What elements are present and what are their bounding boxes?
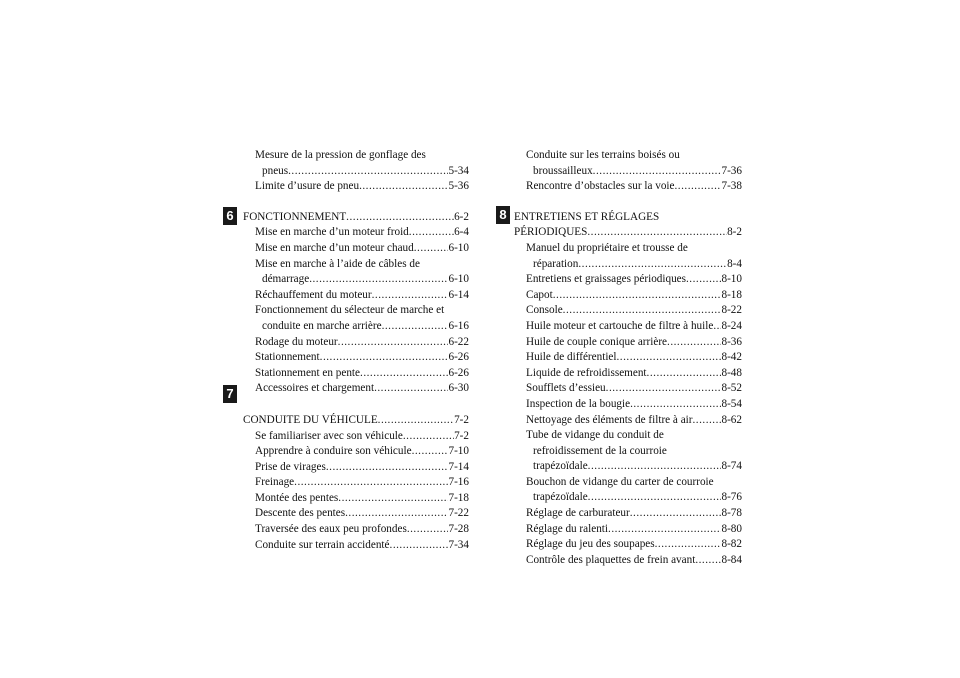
toc-entry-page: 8-42 (721, 351, 742, 364)
chapter-title: ENTRETIENS ET RÉGLAGES (514, 210, 660, 223)
toc-entry-page: 8-24 (721, 319, 742, 332)
toc-entry-page: 8-18 (721, 288, 742, 301)
toc-entry-page: 5-36 (448, 180, 469, 193)
toc-entry[interactable] (514, 303, 742, 319)
toc-entry[interactable] (243, 366, 469, 382)
chapter-tab-8: 8 (496, 206, 510, 224)
toc-entry-label: Mesure de la pression de gonflage des (255, 149, 426, 161)
toc-entry-label: Capot (526, 288, 553, 301)
toc-entry-page: 7-2 (454, 429, 469, 442)
toc-leader (647, 366, 722, 382)
toc-entry-label: Réglage du jeu des soupapes (526, 538, 655, 551)
toc-entry-label: Mise en marche à l’aide de câbles de (255, 257, 420, 270)
toc-entry-label: Accessoires et chargement (255, 382, 375, 395)
toc-entry-label: Apprendre à conduire son véhicule (255, 445, 412, 458)
toc-entry-label: Stationnement (255, 351, 320, 364)
toc-entry-label: refroidissement de la courroie (533, 444, 667, 457)
toc-entry-label: Contrôle des plaquettes de frein avant (526, 553, 696, 566)
toc-entry-label: réparation (533, 257, 579, 270)
toc-entry-label: Traversée des eaux peu profondes (255, 523, 407, 536)
toc-entry[interactable] (243, 522, 469, 538)
toc-entry-page: 7-14 (448, 460, 469, 473)
toc-leader (374, 381, 448, 397)
toc-entry-label: Réglage du ralenti (526, 522, 609, 535)
toc-leader (695, 553, 721, 569)
toc-entry[interactable] (243, 381, 469, 397)
toc-chapter-heading[interactable] (243, 210, 469, 226)
toc-entry-page: 6-26 (448, 366, 469, 379)
toc-entry-page: 6-10 (448, 273, 469, 286)
toc-entry-label: Fonctionnement du sélecteur de marche et (255, 304, 445, 317)
toc-entry-label: Huile de couple conique arrière (526, 335, 668, 348)
toc-entry-label: Console (526, 304, 563, 317)
toc-entry-page: 7-34 (448, 538, 469, 551)
toc-entry[interactable] (514, 490, 742, 506)
toc-entry-label: Se familiariser avec son véhicule (255, 429, 403, 442)
toc-entry-page: 7-28 (448, 523, 469, 536)
toc-entry-page: 7-22 (448, 507, 469, 520)
toc-entry[interactable] (514, 272, 742, 288)
toc-entry-page: 6-16 (448, 319, 469, 332)
toc-entry-label: Rodage du moteur (255, 335, 338, 348)
toc-entry-page: 8-76 (721, 491, 742, 504)
toc-entry-label: Limite d’usure de pneu (255, 180, 360, 193)
toc-entry-label: Freinage (255, 476, 295, 489)
toc-entry-label: Conduite sur terrain accidenté (255, 538, 390, 551)
toc-entry[interactable] (243, 538, 469, 554)
toc-leader (630, 506, 722, 522)
toc-entry-label: Liquide de refroidissement (526, 366, 647, 379)
toc-entry[interactable] (514, 257, 742, 273)
toc-entry-label: Réglage de carburateur (526, 507, 630, 520)
toc-entry-label: Huile moteur et cartouche de filtre à huile (526, 319, 714, 332)
toc-leader (606, 381, 722, 397)
toc-entry-page: 8-48 (721, 366, 742, 379)
toc-entry[interactable] (243, 225, 469, 241)
toc-left-column (243, 148, 469, 553)
toc-entry[interactable] (243, 444, 469, 460)
toc-leader (655, 537, 722, 553)
toc-entry[interactable] (514, 366, 742, 382)
toc-entry-label: Descente des pentes (255, 507, 346, 520)
toc-leader (563, 303, 722, 319)
toc-leader (553, 288, 722, 304)
toc-entry-label: pneus (262, 164, 289, 177)
toc-entry[interactable] (243, 164, 469, 180)
toc-entry-label: Prise de virages (255, 460, 326, 473)
toc-entry[interactable] (514, 335, 742, 351)
toc-entry-label: Soufflets d’essieu (526, 382, 606, 395)
toc-entry-page: 8-84 (721, 553, 742, 566)
toc-leader (693, 413, 722, 429)
toc-entry[interactable] (514, 537, 742, 553)
toc-entry-label: Mise en marche d’un moteur chaud (255, 241, 414, 254)
toc-entry[interactable] (243, 460, 469, 476)
toc-entry[interactable] (514, 350, 742, 366)
chapter-title: CONDUITE DU VÉHICULE (243, 413, 378, 426)
toc-entry-page: 7-16 (448, 476, 469, 489)
toc-leader (390, 538, 449, 554)
toc-entry-page: 8-78 (721, 507, 742, 520)
toc-entry-page: 6-4 (454, 226, 469, 239)
toc-entry-page: 7-2 (454, 413, 469, 426)
toc-entry-label: Manuel du propriétaire et trousse de (526, 241, 688, 254)
toc-entry-label: Nettoyage des éléments de filtre à air (526, 413, 693, 426)
toc-entry-page: 8-52 (721, 382, 742, 395)
toc-entry[interactable] (243, 475, 469, 491)
toc-leader (617, 350, 722, 366)
toc-chapter-heading[interactable] (514, 225, 742, 241)
toc-entry[interactable] (514, 553, 742, 569)
toc-leader (675, 179, 722, 195)
toc-leader (713, 319, 721, 335)
toc-entry[interactable] (243, 506, 469, 522)
toc-leader (409, 225, 454, 241)
toc-leader (359, 179, 448, 195)
toc-entry-label: démarrage (262, 273, 310, 286)
toc-right-column (514, 148, 742, 568)
toc-entry[interactable] (243, 429, 469, 445)
toc-entry-label: Conduite sur les terrains boisés ou (526, 149, 680, 161)
toc-entry[interactable] (243, 335, 469, 351)
toc-entry-label: conduite en marche arrière (262, 319, 382, 332)
toc-entry-label: Rencontre d’obstacles sur la voie (526, 180, 675, 193)
toc-entry-page: 8-36 (721, 335, 742, 348)
toc-leader (403, 429, 454, 445)
toc-leader (345, 506, 448, 522)
toc-leader (578, 257, 727, 273)
toc-entry-label: trapézoïdale (533, 491, 588, 504)
toc-entry-page: 7-18 (448, 491, 469, 504)
toc-leader (346, 210, 454, 226)
toc-entry[interactable] (514, 459, 742, 475)
toc-leader (378, 413, 454, 429)
toc-leader (326, 460, 449, 476)
toc-entry[interactable] (243, 241, 469, 257)
toc-entry[interactable] (514, 288, 742, 304)
toc-leader (667, 335, 721, 351)
toc-entry-label: Huile de différentiel (526, 351, 617, 364)
chapter-tab-7: 7 (223, 385, 237, 403)
toc-entry-page: 5-34 (448, 164, 469, 177)
toc-entry[interactable] (514, 413, 742, 429)
toc-entry-page: 8-4 (727, 257, 742, 270)
toc-entry-page: 7-10 (448, 445, 469, 458)
toc-leader (686, 272, 721, 288)
toc-leader (338, 491, 448, 507)
toc-leader (309, 272, 448, 288)
toc-entry-label: Réchauffement du moteur (255, 288, 372, 301)
toc-entry-label: Bouchon de vidange du carter de courroie (526, 475, 714, 488)
toc-entry[interactable] (243, 288, 469, 304)
toc-entry[interactable] (243, 319, 469, 335)
toc-leader (608, 522, 721, 538)
toc-leader (588, 459, 722, 475)
toc-leader (320, 350, 449, 366)
toc-entry-label: Entretiens et graissages périodiques (526, 273, 686, 286)
toc-leader (412, 444, 449, 460)
toc-entry-label: Tube de vidange du conduit de (526, 429, 664, 442)
toc-entry-page: 8-2 (727, 226, 742, 239)
toc-entry[interactable] (514, 381, 742, 397)
toc-leader (338, 335, 449, 351)
toc-entry[interactable] (243, 179, 469, 195)
toc-leader (372, 288, 449, 304)
toc-entry[interactable] (514, 397, 742, 413)
chapter-title: PÉRIODIQUES (514, 226, 588, 239)
toc-entry-page: 6-26 (448, 351, 469, 364)
toc-entry-label: Montée des pentes (255, 491, 339, 504)
toc-leader (587, 225, 727, 241)
toc-entry[interactable] (514, 164, 742, 180)
toc-entry-page: 7-38 (721, 180, 742, 193)
chapter-tab-6: 6 (223, 207, 237, 225)
toc-entry-page: 6-10 (448, 241, 469, 254)
toc-entry-page: 8-62 (721, 413, 742, 426)
toc-entry-label: Stationnement en pente (255, 366, 361, 379)
toc-entry-page: 6-22 (448, 335, 469, 348)
toc-entry[interactable] (514, 506, 742, 522)
toc-entry-label: Mise en marche d’un moteur froid (255, 226, 409, 239)
toc-entry[interactable] (243, 272, 469, 288)
toc-entry-page: 8-22 (721, 304, 742, 317)
toc-entry[interactable] (514, 179, 742, 195)
toc-leader (588, 490, 722, 506)
toc-entry-page: 6-2 (454, 210, 469, 223)
toc-entry[interactable] (514, 522, 742, 538)
toc-entry-page: 8-10 (721, 273, 742, 286)
chapter-title: FONCTIONNEMENT (243, 210, 347, 223)
toc-entry-page: 8-80 (721, 522, 742, 535)
toc-leader (593, 164, 722, 180)
toc-leader (360, 366, 448, 382)
toc-leader (294, 475, 448, 491)
toc-entry-label: trapézoïdale (533, 460, 588, 473)
toc-entry-page: 6-30 (448, 382, 469, 395)
toc-entry-label: broussailleux (533, 164, 593, 177)
toc-chapter-heading[interactable] (243, 413, 469, 429)
toc-entry[interactable] (243, 491, 469, 507)
toc-entry-page: 8-74 (721, 460, 742, 473)
toc-entry[interactable] (514, 319, 742, 335)
toc-leader (288, 164, 448, 180)
toc-entry[interactable] (243, 350, 469, 366)
toc-leader (630, 397, 721, 413)
toc-leader (407, 522, 449, 538)
toc-entry-page: 7-36 (721, 164, 742, 177)
toc-leader (382, 319, 449, 335)
toc-entry-page: 6-14 (448, 288, 469, 301)
toc-entry-label: Inspection de la bougie (526, 397, 631, 410)
toc-leader (414, 241, 449, 257)
toc-entry-page: 8-82 (721, 538, 742, 551)
toc-entry-page: 8-54 (721, 397, 742, 410)
